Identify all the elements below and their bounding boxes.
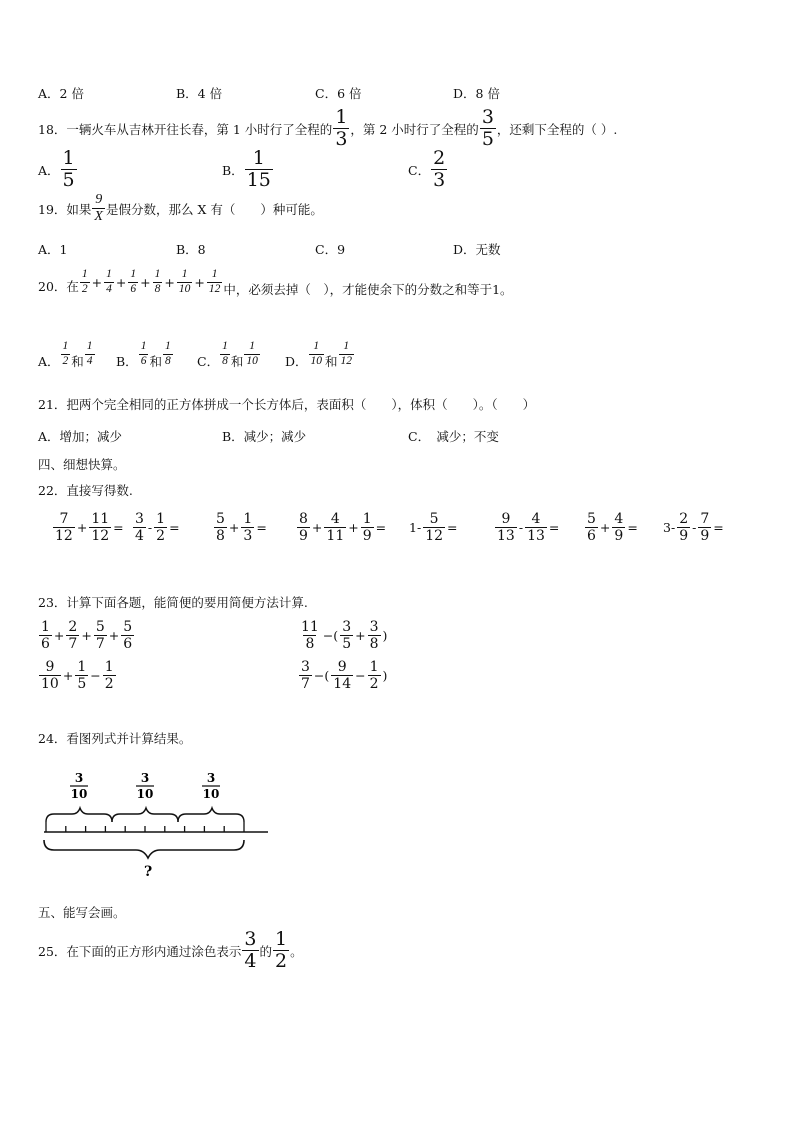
operator: - (692, 520, 697, 535)
q23-expression (38, 620, 135, 651)
fraction: $\frac{4}{13}$ (527, 511, 545, 544)
number-line-ticks (46, 822, 244, 832)
fraction: $\frac{3}{4}$ (135, 511, 144, 544)
q18-mid: ，第 2 小时行了全程的 (350, 121, 479, 137)
q20-option-b: B． $\frac{1}{6}$ 和 $\frac{1}{8}$ (116, 340, 171, 369)
fraction: $\frac{3}{7}$ (301, 659, 310, 692)
q22-expression (408, 512, 459, 543)
q18-option-b: B． $\frac{1}{15}$ (222, 147, 271, 191)
fraction: $\frac{2}{7}$ (68, 619, 78, 652)
operator: + (76, 520, 88, 535)
fraction: $\frac{11}{8}$ (301, 619, 319, 652)
q18-option-a: A． $\frac{1}{5}$ (38, 147, 75, 191)
operator: = (169, 520, 180, 535)
q22-expression (662, 512, 725, 543)
q24-title: 24．看图列式并计算结果。 (38, 731, 192, 746)
q22-expression (296, 512, 387, 543)
segment-label-fraction (136, 771, 154, 801)
fraction: $\frac{1}{2}$ (104, 659, 114, 692)
operator: + (348, 520, 359, 535)
question-21: 21．把两个完全相同的正方体拼成一个长方体后，表面积（ ），体积（ ）。（ ） (38, 397, 536, 412)
q20-option-c: C． $\frac{1}{8}$ 和 $\frac{1}{10}$ (197, 340, 258, 369)
fraction: $\frac{1}{6}$ (41, 619, 50, 652)
svg-text:3: 3 (74, 771, 84, 785)
fraction: $\frac{1}{3}$ (243, 511, 253, 544)
svg-text:3: 3 (140, 771, 150, 785)
q21-option-c: C． 减少；不变 (408, 429, 499, 444)
q18-prefix: 18．一辆火车从吉林开往长春，第 1 小时行了全程的 (38, 121, 333, 137)
operator: + (53, 628, 65, 643)
operator: + (599, 520, 611, 535)
svg-text:10: 10 (136, 787, 154, 801)
q24-number-line-diagram (40, 768, 272, 880)
svg-text:3: 3 (206, 771, 216, 785)
operator: = (548, 520, 560, 535)
section-4-heading: 四、细想快算。 (38, 457, 126, 472)
operator: −( (313, 668, 330, 683)
brace-3 (178, 808, 244, 822)
total-brace (44, 840, 244, 858)
fraction: $\frac{7}{12}$ (55, 511, 73, 544)
fraction: $\frac{4}{9}$ (614, 511, 624, 544)
operator: + (81, 628, 92, 643)
q19-option-a: A．1 (38, 242, 68, 257)
q22-expression (213, 512, 268, 543)
fraction: $\frac{5}{7}$ (95, 619, 105, 652)
q25-fraction-2: $\frac{1}{2}$ (275, 928, 288, 972)
q17-option-b: B．4 倍 (176, 86, 223, 101)
q22-expression (52, 512, 125, 543)
fraction: $\frac{3}{8}$ (369, 619, 379, 652)
fraction: $\frac{5}{6}$ (123, 619, 133, 652)
operator: ) (382, 668, 388, 683)
operator: −( (322, 628, 339, 643)
q20-fraction-sum: $\frac{1}{2}$ + $\frac{1}{4}$ + $\frac{1}{6}$ + $\frac{1}{8}$ + $\frac{1}{10}$ + $\frac{1}{12}$ (81, 268, 221, 295)
q23-expression (298, 660, 388, 691)
q21-option-b: B．减少；减少 (222, 429, 307, 444)
operator: 1- (409, 520, 422, 535)
fraction: $\frac{5}{12}$ (425, 511, 444, 544)
fraction: $\frac{3}{5}$ (342, 619, 352, 652)
fraction: $\frac{9}{13}$ (497, 511, 515, 544)
operator: ) (382, 628, 388, 643)
operator: + (355, 628, 366, 643)
q20-option-a: A． $\frac{1}{2}$ 和 $\frac{1}{4}$ (38, 340, 93, 369)
operator: + (108, 628, 120, 643)
fraction: $\frac{4}{11}$ (326, 511, 345, 544)
q18-suffix: ，还剩下全程的（ ）. (496, 121, 618, 137)
q19-option-c: C．9 (315, 242, 346, 257)
operator: = (713, 520, 724, 535)
section-5-heading: 五、能写会画。 (38, 905, 126, 920)
q22-title: 22．直接写得数. (38, 483, 133, 498)
fraction: $\frac{9}{10}$ (41, 659, 59, 692)
q19-option-d: D．无数 (453, 242, 501, 257)
operator: = (627, 520, 638, 535)
fraction: $\frac{1}{5}$ (77, 659, 87, 692)
operator: = (447, 520, 458, 535)
q25-fraction-1: $\frac{3}{4}$ (244, 928, 257, 972)
q22-expression (584, 512, 639, 543)
operator: - (518, 520, 524, 535)
operator: = (113, 520, 124, 535)
segment-label-fraction (202, 771, 220, 801)
svg-text:10: 10 (202, 787, 220, 801)
segment-label-fraction (70, 771, 88, 801)
q23-expression (38, 660, 117, 691)
operator: 3- (663, 520, 676, 535)
fraction: $\frac{8}{9}$ (299, 511, 308, 544)
q22-expression (132, 512, 181, 543)
q18-option-c: C． $\frac{2}{3}$ (408, 147, 446, 191)
operator: + (311, 520, 323, 535)
operator: + (228, 520, 240, 535)
q21-option-a: A．增加；减少 (38, 429, 123, 444)
operator: = (256, 520, 267, 535)
q18-fraction-2: $\frac{3}{5}$ (481, 106, 494, 150)
question-19: 19．如果 $\frac{9}{X}$ 是假分数，那么 X 有（ ）种可能。 (38, 192, 323, 224)
fraction: $\frac{1}{9}$ (362, 511, 372, 544)
brace-1 (46, 808, 112, 822)
operator: = (375, 520, 387, 535)
q20-option-d: D． $\frac{1}{10}$ 和 $\frac{1}{12}$ (285, 340, 353, 369)
operator: − (90, 668, 101, 683)
q19-fraction: $\frac{9}{X}$ (94, 192, 103, 224)
fraction: $\frac{7}{9}$ (700, 511, 710, 544)
fraction: $\frac{1}{2}$ (369, 659, 379, 692)
fraction: $\frac{2}{9}$ (679, 511, 689, 544)
q17-option-d: D．8 倍 (453, 86, 500, 101)
fraction: $\frac{1}{2}$ (156, 511, 166, 544)
q23-title: 23．计算下面各题，能简便的要用简便方法计算. (38, 595, 308, 610)
total-question-mark: ? (144, 864, 153, 880)
question-18 (38, 108, 617, 149)
operator: + (62, 668, 74, 683)
q22-expression (494, 512, 560, 543)
operator: - (147, 520, 153, 535)
fraction: $\frac{9}{14}$ (333, 659, 352, 692)
q19-option-b: B．8 (176, 242, 206, 257)
q17-option-c: C．6 倍 (315, 86, 362, 101)
question-20: 20．在 $\frac{1}{2}$ + $\frac{1}{4}$ + $\frac{1}{6}$ + $\frac{1}{8}$ + $\frac{1}{10}$ + $\frac{1}{12}$ 中，必须去掉（ ），才能使余下的分数之和等于1。 (38, 268, 513, 297)
question-25: 25．在下面的正方形内通过涂色表示 $\frac{3}{4}$ 的 $\frac{1}{2}$ 。 (38, 928, 303, 972)
q17-option-a: A．2 倍 (38, 86, 84, 101)
brace-2 (112, 808, 178, 822)
svg-text:10: 10 (70, 787, 88, 801)
operator: − (355, 668, 366, 683)
fraction: $\frac{5}{8}$ (216, 511, 225, 544)
q18-fraction-1: $\frac{1}{3}$ (335, 106, 348, 150)
fraction: $\frac{11}{12}$ (91, 511, 110, 544)
fraction: $\frac{5}{6}$ (587, 511, 596, 544)
q23-expression (298, 620, 388, 651)
